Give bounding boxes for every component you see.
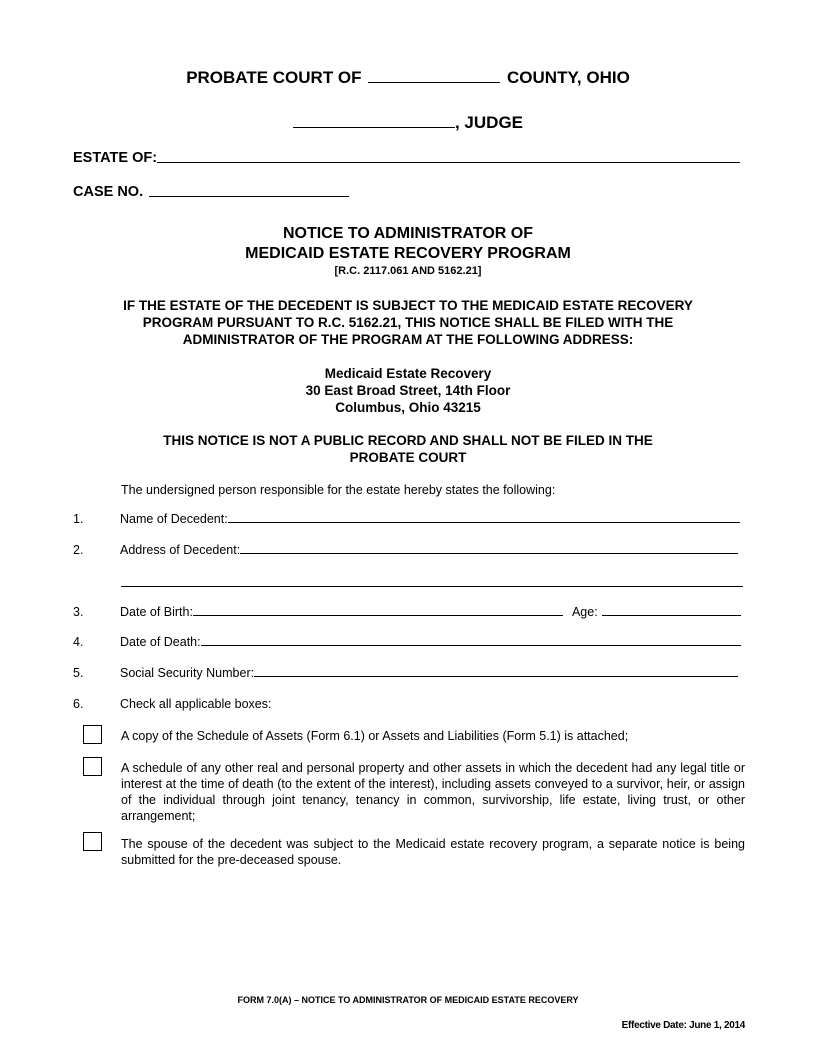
field-label: Date of Death: xyxy=(120,635,201,649)
date-of-birth-blank[interactable] xyxy=(193,614,563,616)
field-social-security-number xyxy=(73,666,738,680)
field-name-of-decedent xyxy=(73,512,740,526)
address-line: Columbus, Ohio 43215 xyxy=(335,400,481,415)
title-line-2: MEDICAID ESTATE RECOVERY PROGRAM xyxy=(245,245,571,262)
judge-name-blank[interactable] xyxy=(293,126,455,128)
estate-of-blank[interactable] xyxy=(157,162,740,163)
field-address-of-decedent xyxy=(73,543,738,557)
form-title xyxy=(0,224,816,264)
court-suffix: COUNTY, OHIO xyxy=(507,68,630,87)
public-record-notice xyxy=(0,432,816,466)
footer-effective-date: Effective Date: June 1, 2014 xyxy=(621,1020,745,1031)
public-record-line: THIS NOTICE IS NOT A PUBLIC RECORD AND SHALL NOT BE FILED IN THE xyxy=(163,433,653,448)
estate-of-row xyxy=(73,150,740,166)
estate-of-label: ESTATE OF: xyxy=(73,150,158,166)
county-blank[interactable] xyxy=(368,81,500,83)
filing-notice xyxy=(0,297,816,348)
filing-notice-line: IF THE ESTATE OF THE DECEDENT IS SUBJECT TO THE MEDICAID ESTATE RECOVERY xyxy=(123,298,693,313)
title-line-1: NOTICE TO ADMINISTRATOR OF xyxy=(282,225,534,242)
statement-text: The undersigned person responsible for the estate hereby states the following: xyxy=(121,483,556,497)
field-date-of-birth xyxy=(73,605,741,619)
checkbox-text: A copy of the Schedule of Assets (Form 6.1) or Assets and Liabilities (Form 5.1) is attached; xyxy=(121,729,629,743)
case-no-row xyxy=(73,184,349,200)
checkbox-text: A schedule of any other real and personal property and other assets in which the decedent had any legal title or interest at the time of death (to the extent of the interest), including assets conveyed to a survivor, heir, or assign of the individual through joint tenancy, tenancy in common, survivorship, life estate, living trust, or other arrangement; xyxy=(121,761,745,823)
case-no-blank[interactable] xyxy=(149,196,349,197)
checkbox-text: The spouse of the decedent was subject to the Medicaid estate recovery program, a separate notice is being submitted for the pre-deceased spouse. xyxy=(121,837,745,867)
address-second-line-blank[interactable] xyxy=(121,586,743,587)
field-check-boxes xyxy=(73,697,745,711)
recovery-address xyxy=(0,365,816,416)
address-of-decedent-blank[interactable] xyxy=(240,552,738,554)
spouse-recovery-checkbox[interactable] xyxy=(83,832,102,851)
field-label: Name of Decedent: xyxy=(120,512,228,526)
public-record-line: PROBATE COURT xyxy=(349,450,467,465)
field-label: Social Security Number: xyxy=(120,666,255,680)
judge-heading xyxy=(0,113,816,133)
field-label: Check all applicable boxes: xyxy=(120,697,272,711)
age-blank[interactable] xyxy=(602,614,741,616)
statute-reference: [R.C. 2117.061 AND 5162.21] xyxy=(334,265,482,277)
field-number: 6. xyxy=(73,697,84,711)
address-line: Medicaid Estate Recovery xyxy=(324,366,492,381)
field-number: 1. xyxy=(73,512,84,526)
field-label: Date of Birth: xyxy=(120,605,193,619)
field-number: 2. xyxy=(73,543,84,557)
field-label: Address of Decedent: xyxy=(120,543,241,557)
address-line: 30 East Broad Street, 14th Floor xyxy=(305,383,511,398)
ssn-blank[interactable] xyxy=(254,675,738,677)
judge-suffix: , JUDGE xyxy=(454,113,524,132)
case-no-label: CASE NO. xyxy=(73,184,144,200)
name-of-decedent-blank[interactable] xyxy=(228,521,740,523)
other-property-checkbox[interactable] xyxy=(83,757,102,776)
court-heading xyxy=(0,68,816,88)
footer-form-name: FORM 7.0(A) – NOTICE TO ADMINISTRATOR OF MEDICAID ESTATE RECOVERY xyxy=(237,995,579,1005)
filing-notice-line: PROGRAM PURSUANT TO R.C. 5162.21, THIS NOTICE SHALL BE FILED WITH THE xyxy=(142,315,674,330)
field-number: 5. xyxy=(73,666,84,680)
field-number: 3. xyxy=(73,605,84,619)
schedule-of-assets-checkbox[interactable] xyxy=(83,725,102,744)
court-prefix: PROBATE COURT OF xyxy=(186,68,362,87)
field-date-of-death xyxy=(73,635,741,649)
age-label: Age: xyxy=(571,605,598,619)
field-number: 4. xyxy=(73,635,84,649)
filing-notice-line: ADMINISTRATOR OF THE PROGRAM AT THE FOLLOWING ADDRESS: xyxy=(182,332,634,347)
date-of-death-blank[interactable] xyxy=(201,644,741,646)
